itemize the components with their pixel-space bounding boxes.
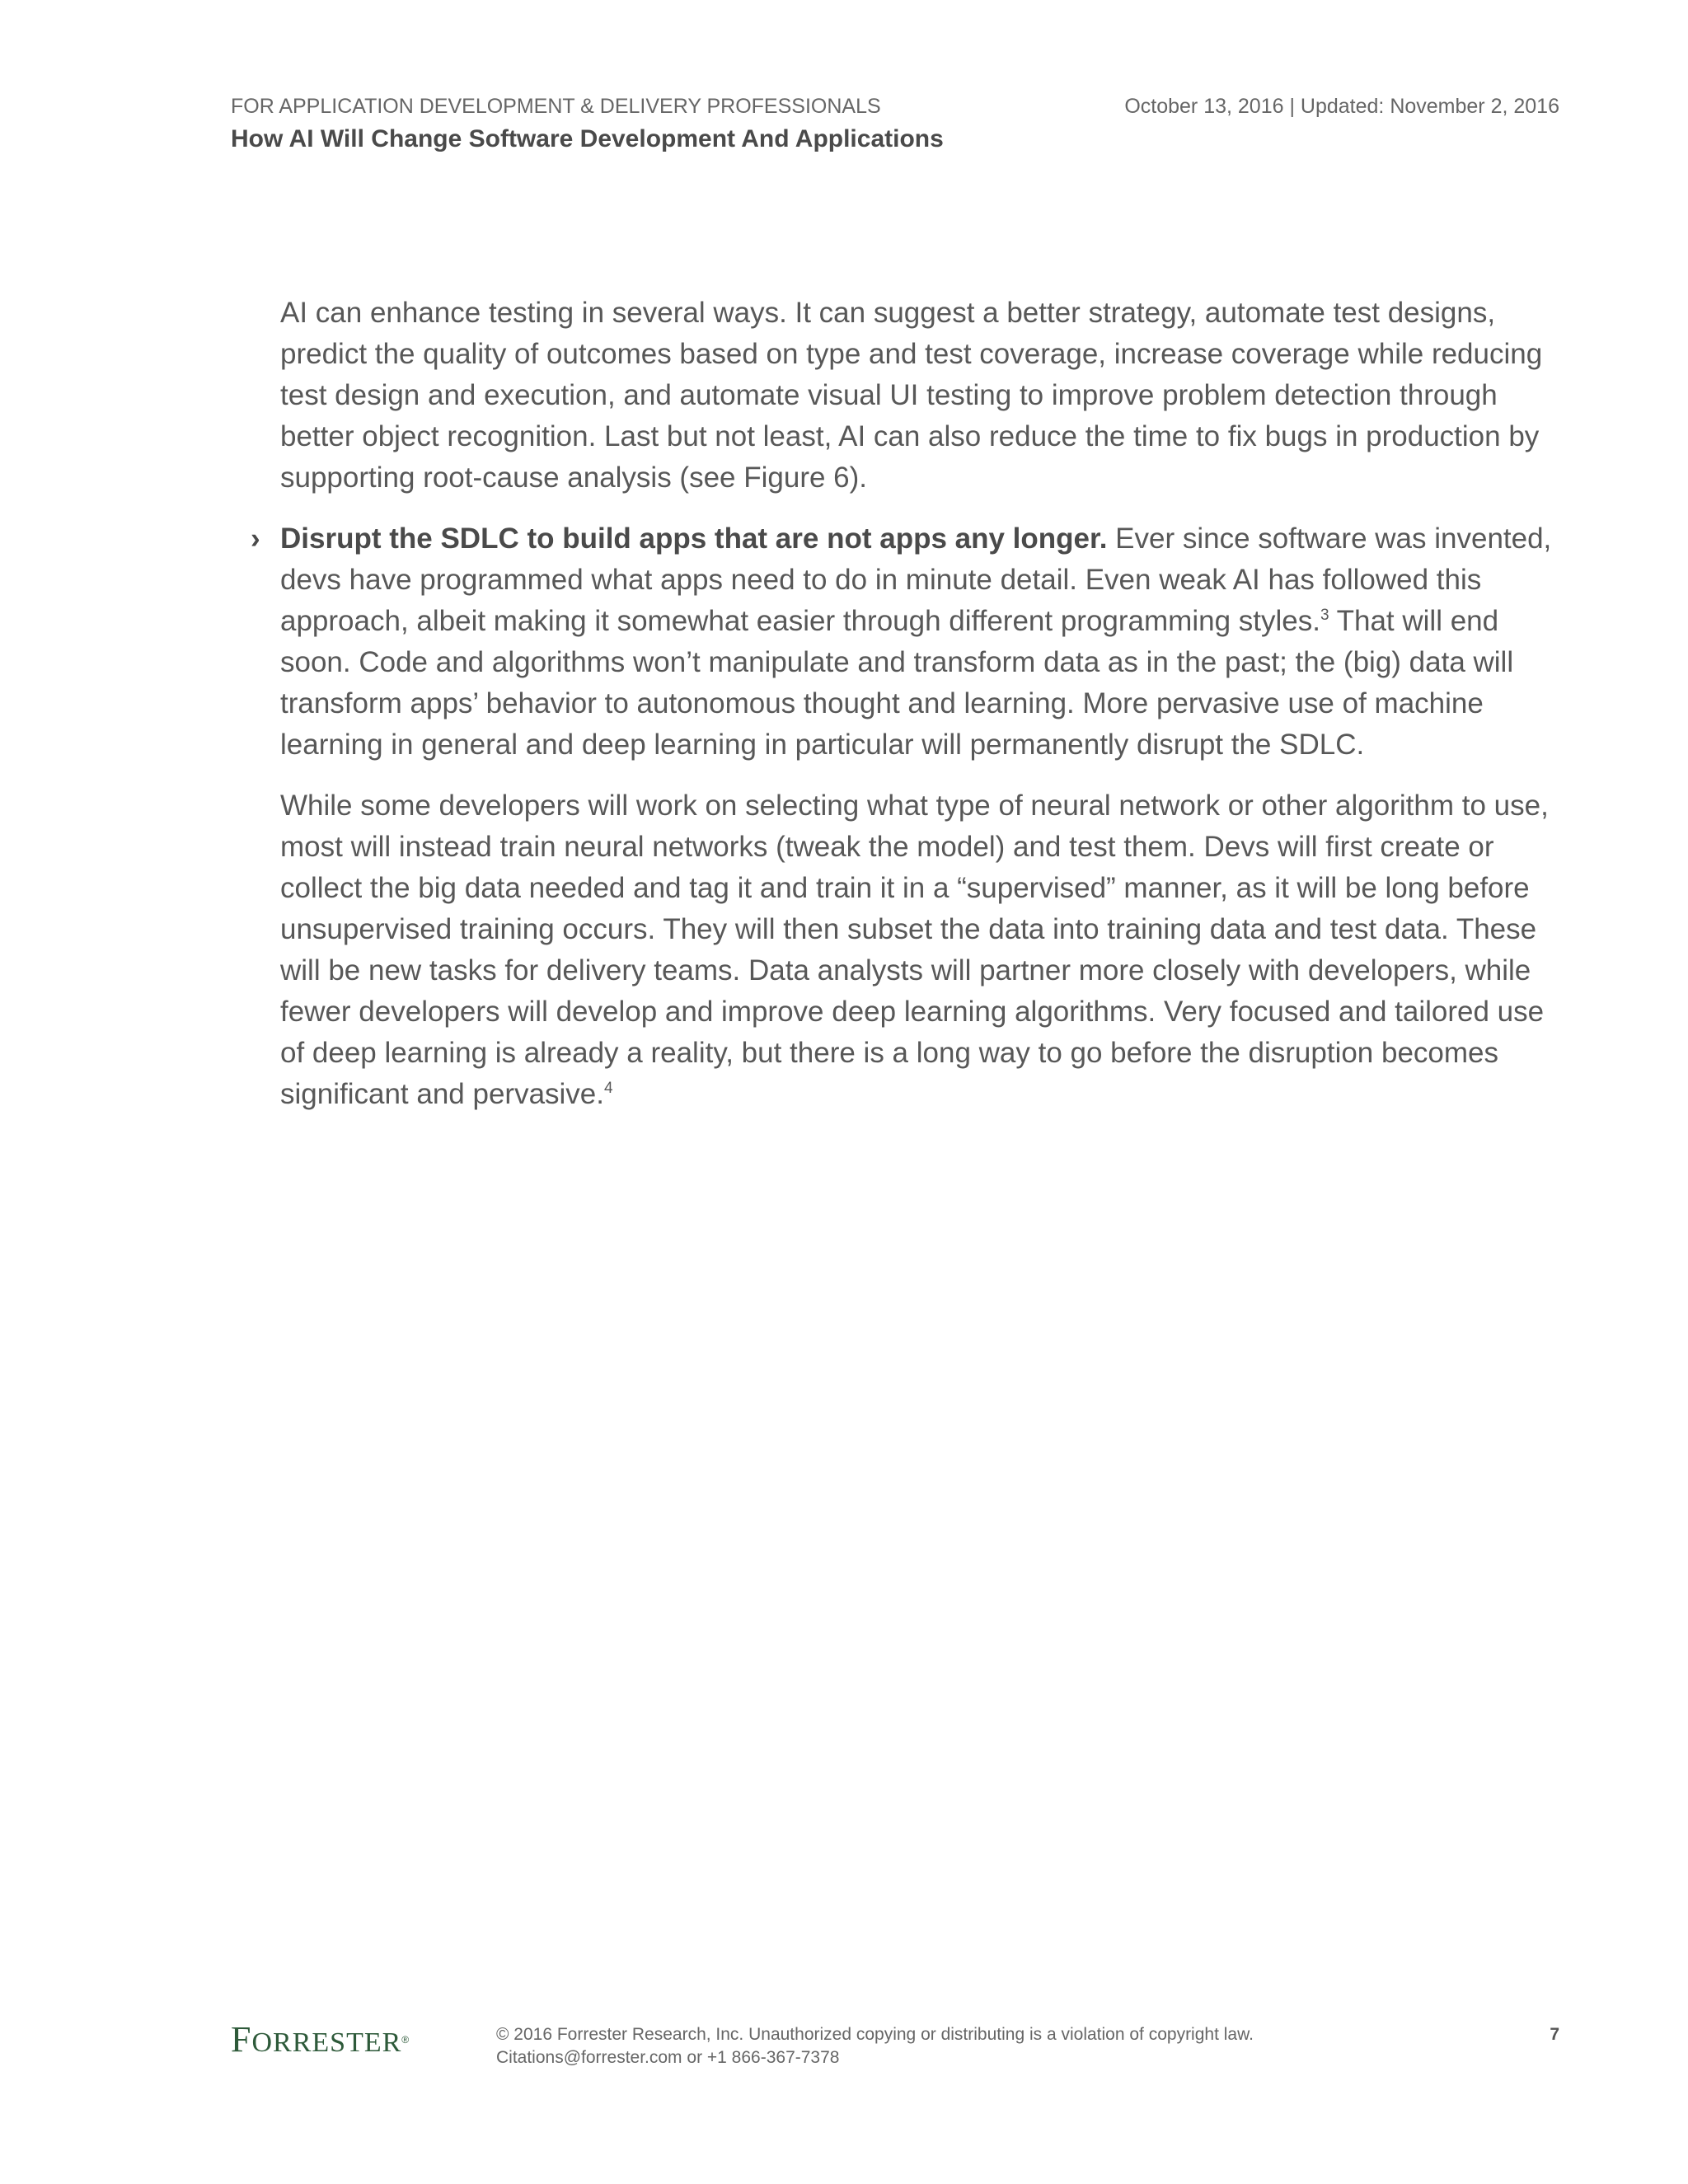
paragraph-ai-testing: AI can enhance testing in several ways. It can suggest a better strategy, automate test designs, predict the quality of outcomes based on type and test coverage, increase coverage while reducing test design and execution, and automate visual UI testing to improve problem detection through better object recognition. Last but not least, AI can also reduce the time to fix bugs in production by supporting root-cause analysis (see Figure 6). (280, 297, 1543, 494)
bullet-text-part1: Ever since software was invented, devs have programmed what apps need to do in minute detail. Even weak AI has followed this approach, albeit making it somewhat easier through different programming styles. (280, 523, 1552, 637)
copyright-notice: © 2016 Forrester Research, Inc. Unauthorized copying or distributing is a violation of copyright law. (496, 2025, 1254, 2044)
header-top-row (231, 92, 1559, 120)
registered-mark: ® (401, 2034, 410, 2046)
forrester-logo (231, 2019, 410, 2060)
footnote-3-link[interactable]: 3 (1320, 607, 1329, 624)
page-footer (231, 2019, 1559, 2081)
paragraph-developers-text: While some developers will work on selecting what type of neural network or other algorithm to use, most will instead train neural networks (tweak the model) and test them. Devs will first create or collect the big data needed and tag it and train it in a “supervised” manner, as it will be long before unsupervised training occurs. They will then subset the data into training data and test data. These will be new tasks for delivery teams. Data analysts will partner more closely with developers, while fewer developers will develop and improve deep learning algorithms. Very focused and tailored use of deep learning is already a reality, but there is a long way to go before the disruption becomes significant and pervasive. (280, 790, 1549, 1110)
logo-rest: ORRESTER (251, 2027, 402, 2058)
header-date: October 13, 2016 | Updated: November 2, 2016 (1124, 95, 1559, 118)
header-section-label: FOR APPLICATION DEVELOPMENT & DELIVERY PROFESSIONALS (231, 95, 881, 118)
bullet-disrupt-sdlc (251, 518, 1566, 766)
citations-contact[interactable]: Citations@forrester.com or +1 866-367-7378 (496, 2048, 840, 2067)
logo-initial: F (231, 2019, 252, 2060)
footer-legal (496, 2023, 1254, 2069)
chevron-right-icon: › (251, 523, 260, 555)
page-number: 7 (1550, 2025, 1559, 2044)
main-content (251, 293, 1566, 1135)
page-header (231, 92, 1559, 157)
bullet-heading: Disrupt the SDLC to build apps that are not apps any longer. (280, 523, 1108, 555)
paragraph-developers-training (280, 785, 1566, 1115)
bullet-text-part2: That will end soon. Code and algorithms won’t manipulate and transform data as in the past; the (big) data will transform apps’ behavior to autonomous thought and learning. More pervasive use of machine learning in general and deep learning in particular will permanently disrupt the SDLC. (280, 605, 1514, 761)
footnote-4-link[interactable]: 4 (604, 1080, 613, 1097)
report-title: How AI Will Change Software Development And Applications (231, 125, 944, 152)
